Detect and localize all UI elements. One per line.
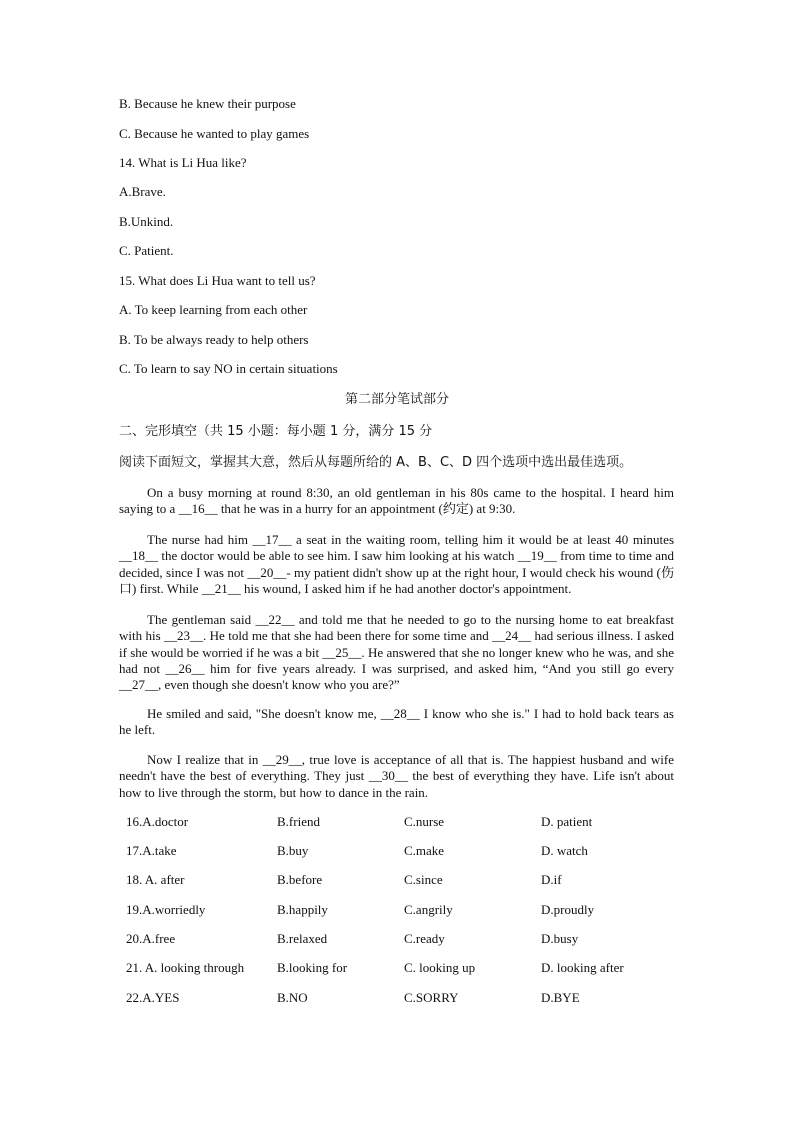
- option-15-c: C. To learn to say NO in certain situations: [119, 361, 338, 376]
- option-21-b: B.looking for: [277, 960, 348, 975]
- passage-paragraph-2: The nurse had him __17__ a seat in the waiting room, telling him it would be at least 40 minutes __18__ the doctor would be able to see him. I saw him looking at his watch __19__ from time to time and decided, since I was not __20__- my patient didn't show up at the right hour, I would check his wound (伤口) first. While __21__ his wound, I asked him if he had another doctor's appointment.: [119, 532, 674, 596]
- option-19-b: B.happily: [277, 902, 328, 917]
- option-21-d: D. looking after: [541, 960, 624, 975]
- passage-paragraph-5: Now I realize that in __29__, true love is acceptance of all that is. The happiest husband and wife needn't have the best of everything. They just __30__ the best of everything they have. Life isn't about how to live through the storm, but how to dance in the rain.: [119, 752, 674, 800]
- option-row-18: [126, 872, 674, 888]
- section-title: 第二部分笔试部分: [344, 392, 449, 407]
- option-row-21: [126, 960, 674, 976]
- option-row-22: [126, 990, 674, 1006]
- question-15: 15. What does Li Hua want to tell us?: [119, 273, 316, 288]
- option-15-a: A. To keep learning from each other: [119, 302, 308, 317]
- option-21-a: 21. A. looking through: [126, 960, 245, 975]
- option-14-c: C. Patient.: [119, 243, 174, 258]
- option-18-d: D.if: [541, 872, 562, 887]
- option-14-b: B.Unkind.: [119, 214, 174, 229]
- option-16-c: C.nurse: [404, 814, 445, 829]
- option-row-16: [126, 814, 674, 830]
- option-13-c: C. Because he wanted to play games: [119, 126, 310, 141]
- passage-paragraph-3: The gentleman said __22__ and told me that he needed to go to the nursing home to eat breakfast with his __23__. He told me that she had been there for some time and __24__ had serious illness. I asked if she would be worried if he was a bit __25__. He answered that she no longer knew who he was, and she had not __26__ him for five years already. I was surprised, and asked him, “And you still go every __27__, even though she doesn't know who you are?”: [119, 612, 674, 693]
- option-15-b: B. To be always ready to help others: [119, 332, 309, 347]
- question-14: 14. What is Li Hua like?: [119, 155, 247, 170]
- option-19-c: C.angrily: [404, 902, 453, 917]
- passage-paragraph-1: On a busy morning at round 8:30, an old gentleman in his 80s came to the hospital. I heard him saying to a __16__ that he was in a hurry for an appointment (约定) at 9:30.: [119, 485, 674, 517]
- option-row-20: [126, 931, 674, 947]
- option-18-c: C.since: [404, 872, 443, 887]
- option-22-a: 22.A.YES: [126, 990, 180, 1005]
- option-14-a: A.Brave.: [119, 184, 166, 199]
- option-22-b: B.NO: [277, 990, 308, 1005]
- instruction-text: 阅读下面短文，掌握其大意，然后从每题所给的 A、B、C、D 四个选项中选出最佳选项。: [119, 455, 633, 470]
- option-20-d: D.busy: [541, 931, 579, 946]
- option-18-a: 18. A. after: [126, 872, 185, 887]
- option-20-c: C.ready: [404, 931, 445, 946]
- option-17-c: C.make: [404, 843, 445, 858]
- option-21-c: C. looking up: [404, 960, 476, 975]
- option-18-b: B.before: [277, 872, 323, 887]
- option-16-b: B.friend: [277, 814, 320, 829]
- option-17-b: B.buy: [277, 843, 309, 858]
- option-19-a: 19.A.worriedly: [126, 902, 206, 917]
- option-22-d: D.BYE: [541, 990, 580, 1005]
- passage-paragraph-4: He smiled and said, "She doesn't know me, __28__ I know who she is." I had to hold back tears as he left.: [119, 706, 674, 738]
- option-20-a: 20.A.free: [126, 931, 176, 946]
- option-22-c: C.SORRY: [404, 990, 459, 1005]
- option-20-b: B.relaxed: [277, 931, 328, 946]
- option-16-a: 16.A.doctor: [126, 814, 189, 829]
- option-13-b: B. Because he knew their purpose: [119, 96, 296, 111]
- option-row-17: [126, 843, 674, 859]
- option-17-d: D. watch: [541, 843, 588, 858]
- option-17-a: 17.A.take: [126, 843, 177, 858]
- option-16-d: D. patient: [541, 814, 593, 829]
- option-row-19: [126, 902, 674, 918]
- option-19-d: D.proudly: [541, 902, 595, 917]
- cloze-heading: 二、完形填空（共 15 小题：每小题 1 分，满分 15 分: [119, 424, 433, 439]
